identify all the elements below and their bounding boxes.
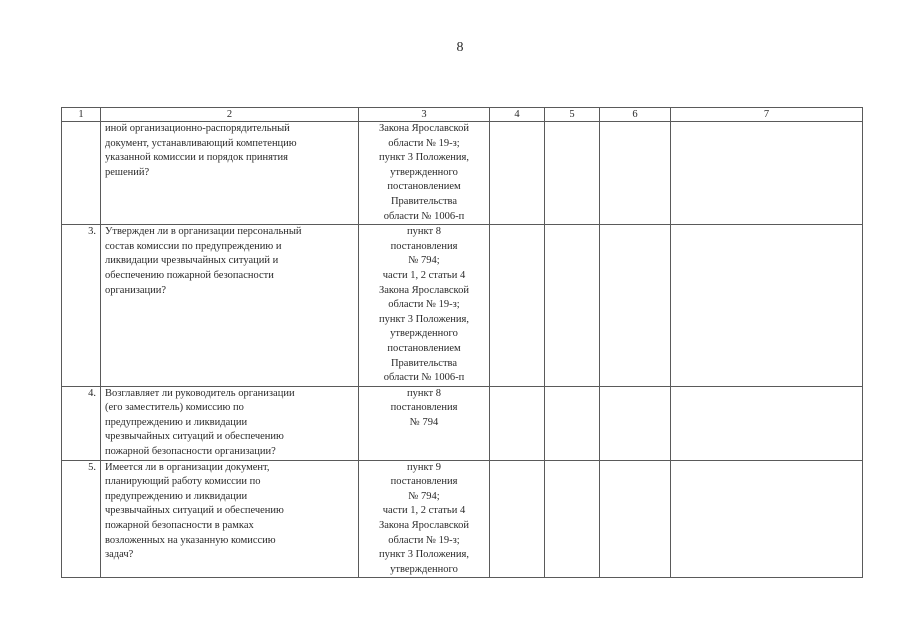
empty-cell — [600, 122, 671, 225]
empty-cell — [671, 460, 863, 578]
column-header-6: 6 — [600, 108, 671, 122]
column-header-5: 5 — [545, 108, 600, 122]
legal-basis: пункт 9 постановления № 794; части 1, 2 статьи 4 Закона Ярославской области № 19-з; пункт 3 Положения, утвержденного — [359, 460, 490, 578]
page-number: 8 — [456, 40, 464, 55]
header-row — [62, 108, 863, 122]
empty-cell — [490, 460, 545, 578]
row-number — [62, 122, 101, 225]
empty-cell — [490, 225, 545, 387]
table-row — [62, 225, 863, 387]
table-row — [62, 122, 863, 225]
column-header-4: 4 — [490, 108, 545, 122]
empty-cell — [671, 386, 863, 460]
table-row — [62, 460, 863, 578]
empty-cell — [545, 122, 600, 225]
empty-cell — [545, 460, 600, 578]
row-number: 3. — [62, 225, 101, 387]
legal-basis: пункт 8 постановления № 794 — [359, 386, 490, 460]
question-text: Возглавляет ли руководитель организации (его заместитель) комиссию по предупреждению и ликвидации чрезвычайных ситуаций и обеспечению пожарной безопасности организации? — [101, 386, 359, 460]
empty-cell — [490, 386, 545, 460]
checklist-table — [61, 107, 863, 578]
column-header-1: 1 — [62, 108, 101, 122]
column-header-3: 3 — [359, 108, 490, 122]
empty-cell — [545, 386, 600, 460]
question-text: Имеется ли в организации документ, планирующий работу комиссии по предупреждению и ликвидации чрезвычайных ситуаций и обеспечению пожарной безопасности в рамках возложенных на указанную комиссию задач? — [101, 460, 359, 578]
empty-cell — [671, 122, 863, 225]
empty-cell — [600, 386, 671, 460]
column-header-2: 2 — [101, 108, 359, 122]
empty-cell — [600, 460, 671, 578]
row-number: 5. — [62, 460, 101, 578]
empty-cell — [671, 225, 863, 387]
empty-cell — [545, 225, 600, 387]
question-text: иной организационно-распорядительный документ, устанавливающий компетенцию указанной комиссии и порядок принятия решений? — [101, 122, 359, 225]
table-row — [62, 386, 863, 460]
row-number: 4. — [62, 386, 101, 460]
empty-cell — [490, 122, 545, 225]
legal-basis: Закона Ярославской области № 19-з; пункт 3 Положения, утвержденного постановлением Правительства области № 1006-п — [359, 122, 490, 225]
empty-cell — [600, 225, 671, 387]
legal-basis: пункт 8 постановления № 794; части 1, 2 статьи 4 Закона Ярославской области № 19-з; пункт 3 Положения, утвержденного постановлением Правительства области № 1006-п — [359, 225, 490, 387]
question-text: Утвержден ли в организации персональный состав комиссии по предупреждению и ликвидации чрезвычайных ситуаций и обеспечению пожарной безопасности организации? — [101, 225, 359, 387]
column-header-7: 7 — [671, 108, 863, 122]
